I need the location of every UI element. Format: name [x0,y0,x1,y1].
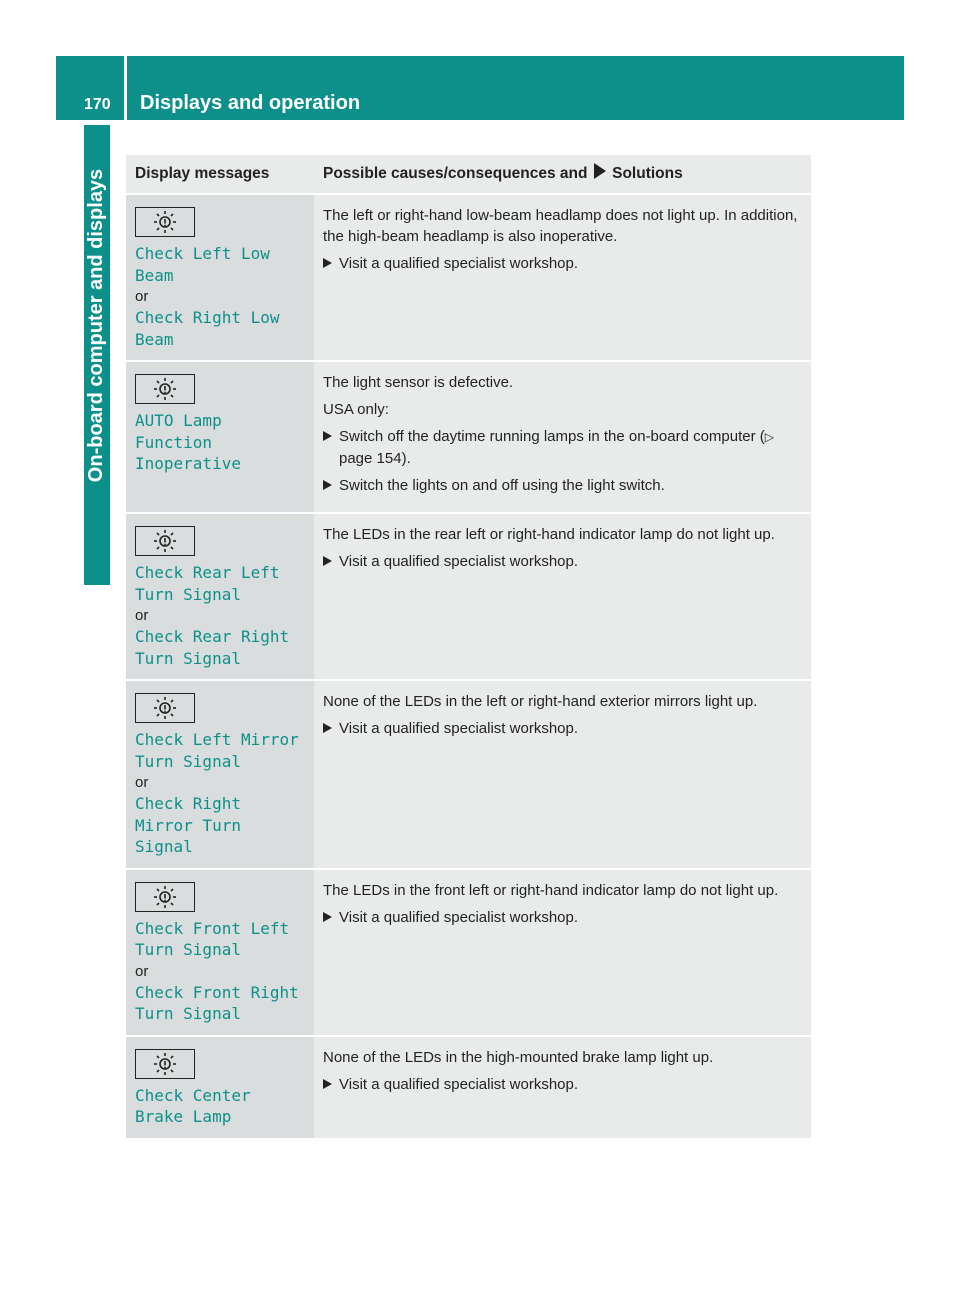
display-message: Check Rear Right Turn Signal [135,627,290,668]
solution-text: Switch off the daytime running lamps in the on-board computer ( [339,428,765,445]
page-reference-link[interactable]: page 154 [339,450,402,467]
section-title: Displays and operation [140,92,361,114]
region-note: USA only: [323,401,389,418]
display-message: Check Left Mirror Turn Signal [135,730,299,771]
display-message: Check Rear Left Turn Signal [135,563,280,604]
play-arrow-icon [323,723,332,733]
message-cell [126,1036,314,1139]
or-label: or [135,607,149,624]
cause-text: None of the LEDs in the high-mounted brake lamp light up. [323,1048,714,1066]
table-row [126,1036,811,1139]
solution-text: Visit a qualified specialist workshop. [339,908,579,926]
solution-text: Switch the lights on and off using the light switch. [339,477,665,494]
play-arrow-icon [323,556,332,566]
solution-step [323,475,803,496]
solution-cell [314,869,811,1036]
message-cell [126,869,314,1036]
display-message: AUTO Lamp Function Inoperative [135,411,241,473]
solution-cell [314,513,811,680]
side-tab [84,125,110,525]
lamp-fault-icon [135,526,195,556]
play-arrow-icon [323,912,332,922]
col-header-solutions-label: Solutions [612,165,683,182]
cause-text: None of the LEDs in the left or right-hand exterior mirrors light up. [323,693,758,710]
solution-text: Visit a qualified specialist workshop. [339,720,579,737]
display-message: Check Center Brake Lamp [135,1085,251,1126]
or-label: or [135,962,149,980]
display-message: Check Front Right Turn Signal [135,982,299,1023]
display-message: Check Right Mirror Turn Signal [135,794,241,856]
table-row [126,869,811,1036]
play-arrow-icon [323,258,332,268]
table-row [126,680,811,869]
lamp-fault-icon [135,882,195,912]
cause-text: The left or right-hand low-beam headlamp does not light up. In addition, the high-beam headlamp is also inoperative. [323,207,798,245]
solution-cell [314,680,811,869]
play-arrow-icon [323,480,332,490]
message-cell [126,194,314,361]
lamp-fault-icon [135,374,195,404]
message-cell [126,680,314,869]
solution-step [323,1074,803,1095]
lamp-fault-icon [135,693,195,723]
table-row [126,513,811,680]
col-header-causes-label: Possible causes/consequences and [323,165,588,182]
solution-cell [314,361,811,513]
message-cell [126,361,314,513]
col-header-display-messages: Display messages [126,155,314,194]
or-label: or [135,288,149,305]
display-message: Check Front Left Turn Signal [135,918,290,959]
solution-step [323,718,803,739]
or-label: or [135,774,149,791]
col-header-causes-solutions [314,155,811,194]
cause-text: The light sensor is defective. [323,374,514,391]
solution-cell [314,1036,811,1139]
table-header-row [126,155,811,194]
play-arrow-icon [323,431,332,441]
side-tab-label: On-board computer and displays [85,168,108,482]
lamp-fault-icon [135,207,195,237]
solution-step [323,551,803,572]
display-message: Check Right Low Beam [135,308,280,349]
page-ref-icon: ▷ [764,430,775,444]
lamp-fault-icon [135,1049,195,1079]
display-messages-table [126,155,811,1140]
play-arrow-icon [594,163,606,179]
solution-cell [314,194,811,361]
cause-text: The LEDs in the rear left or right-hand indicator lamp do not light up. [323,526,775,543]
cause-text: The LEDs in the front left or right-hand indicator lamp do not light up. [323,881,779,899]
solution-text: Visit a qualified specialist workshop. [339,553,579,570]
display-message: Check Left Low Beam [135,244,270,285]
play-arrow-icon [323,1079,332,1089]
solution-text-end: ). [401,450,411,467]
header-divider [124,56,127,120]
message-cell [126,513,314,680]
solution-text: Visit a qualified specialist workshop. [339,255,579,272]
page-number: 170 [84,96,111,113]
solution-step [323,253,803,274]
table-row [126,361,811,513]
solution-text: Visit a qualified specialist workshop. [339,1075,579,1093]
solution-step [323,907,803,928]
table-row [126,194,811,361]
solution-step [323,426,803,469]
